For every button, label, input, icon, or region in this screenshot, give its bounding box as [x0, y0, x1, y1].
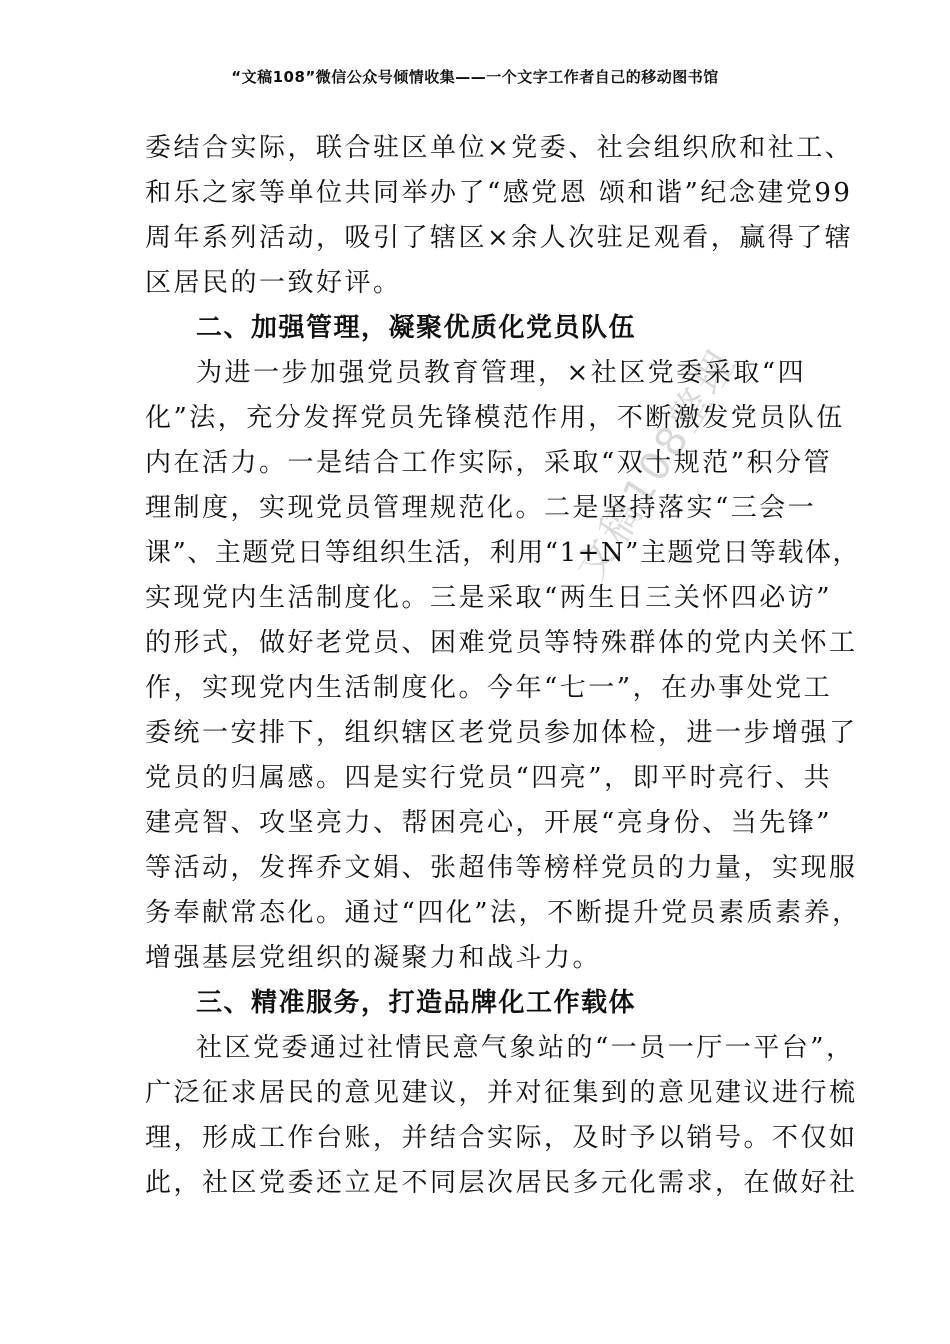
- paragraph-line: 作，实现党内生活制度化。今年“七一”，在办事处党工: [145, 673, 833, 703]
- paragraph-line: 增强基层党组织的凝聚力和战斗力。: [145, 943, 602, 973]
- paragraph-line: 区居民的一致好评。: [145, 268, 402, 298]
- paragraph-line: 课”、主题党日等组织生活，利用“1+N”主题党日等载体，: [145, 538, 860, 568]
- paragraph-line: 的形式，做好老党员、困难党员等特殊群体的党内关怀工: [145, 628, 858, 658]
- paragraph-line: 委统一安排下，组织辖区老党员参加体检，进一步增强了: [145, 718, 858, 748]
- section-heading-2: 二、加强管理，凝聚优质化党员队伍: [196, 313, 637, 343]
- paragraph-line: 广泛征求居民的意见建议，并对征集到的意见建议进行梳: [145, 1078, 858, 1108]
- paragraph-line: 此，社区党委还立足不同层次居民多元化需求，在做好社: [145, 1168, 858, 1198]
- paragraph-line: 内在活力。一是结合工作实际，采取“双十规范”积分管: [145, 448, 833, 478]
- section-heading-3: 三、精准服务，打造品牌化工作载体: [196, 988, 637, 1018]
- page-header: “文稿108”微信公众号倾情收集——一个文字工作者自己的移动图书馆: [231, 68, 719, 86]
- paragraph-line: 等活动，发挥乔文娟、张超伟等榜样党员的力量，实现服: [145, 853, 858, 883]
- paragraph-line: 务奉献常态化。通过“四化”法，不断提升党员素质素养，: [145, 898, 861, 928]
- paragraph-line: 理，形成工作台账，并结合实际，及时予以销号。不仅如: [145, 1123, 858, 1153]
- paragraph-line: 委结合实际，联合驻区单位×党委、社会组织欣和社工、: [145, 133, 854, 163]
- paragraph-line: 实现党内生活制度化。三是采取“两生日三关怀四必访”: [145, 583, 833, 613]
- paragraph-line: 为进一步加强党员教育管理，×社区党委采取“四: [196, 358, 807, 388]
- paragraph-line: 和乐之家等单位共同举办了“感党恩 颂和谐”纪念建党99: [145, 178, 853, 208]
- paragraph-line: 化”法，充分发挥党员先锋模范作用，不断激发党员队伍: [145, 403, 845, 433]
- watermark: 文稿108整理: [567, 340, 747, 590]
- paragraph-line: 社区党委通过社情民意气象站的“一员一厅一平台”，: [196, 1033, 855, 1063]
- paragraph-line: 理制度，实现党员管理规范化。二是坚持落实“三会一: [145, 493, 817, 523]
- paragraph-line: 党员的归属感。四是实行党员“四亮”，即平时亮行、共: [145, 763, 833, 793]
- paragraph-line: 建亮智、攻坚亮力、帮困亮心，开展“亮身份、当先锋”: [145, 808, 833, 838]
- paragraph-line: 周年系列活动，吸引了辖区×余人次驻足观看，赢得了辖: [145, 223, 854, 253]
